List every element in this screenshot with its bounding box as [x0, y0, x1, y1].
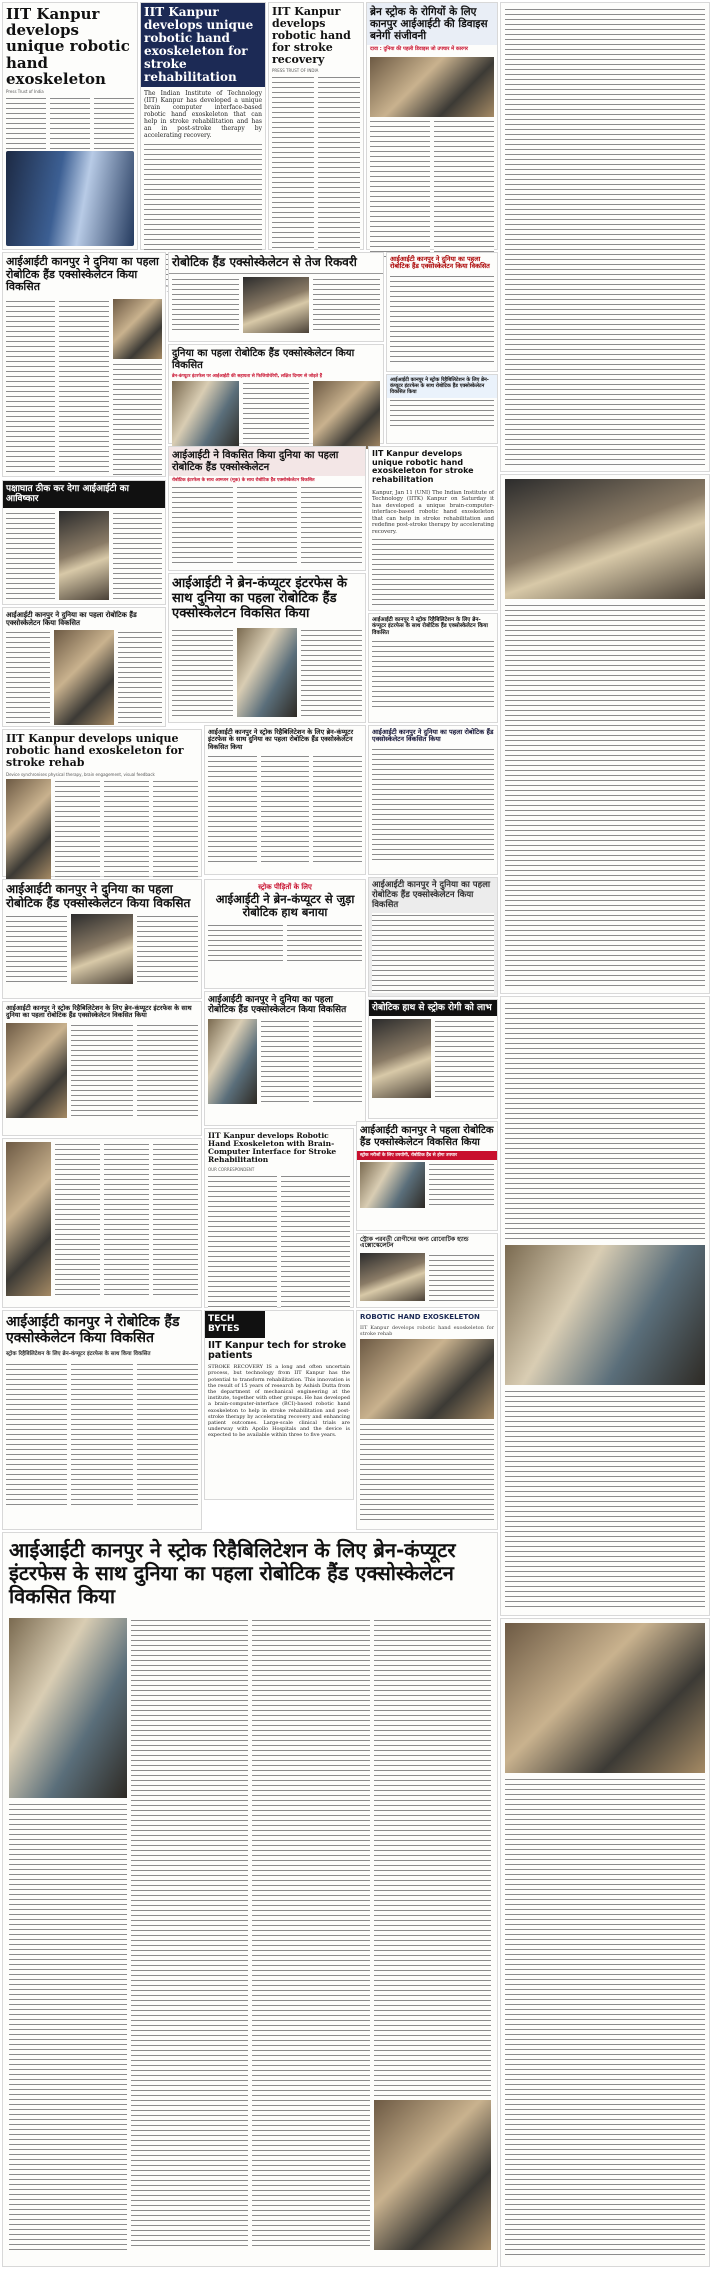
- column-text: [118, 630, 162, 725]
- lead-paragraph: Kanpur, Jan 11 (UNI) The Indian Institute of Technology (IITK) Kanpur on Saturday it has developed a unique brain-computer-interface-based robotic hand exoskeleton that can help in stroke rehabilitation and redefine post-stroke therapy by accelerating recovery.: [372, 489, 494, 535]
- exoskeleton-photo: [360, 1339, 494, 1419]
- clipping-bci-hindi-left: [2, 1001, 202, 1136]
- byline: Press Trust of India: [6, 88, 44, 94]
- column-text: [9, 1802, 127, 2250]
- body-text: [372, 747, 494, 862]
- byline: OUR CORRESPONDENT: [208, 1167, 255, 1173]
- headline: आईआईटी कानपुर ने दुनिया का पहला रोबोटिक हैंड एक्सोस्केलेटन किया विकसित: [390, 255, 490, 271]
- column-text: [318, 75, 360, 275]
- clipping-iitk-first-exoskeleton-red: [356, 1121, 498, 1231]
- clipping-iitk-hindi-photo: [2, 607, 166, 727]
- headline: স্ট্রোক পরবর্তী রোগীদের জন্য রোবোটিক হ্যান্ড এক্সোস্কেলেটন: [360, 1236, 469, 1250]
- clipping-iit-kanpur-robotic-hand: [2, 2, 138, 250]
- column-text: [71, 1023, 132, 1118]
- headline: आईआईटी ने ब्रेन-कंप्यूटर से जुड़ा रोबोटिक हाथ बनाया: [215, 892, 355, 920]
- column-text: [172, 277, 239, 333]
- headline: IIT Kanpur develops unique robotic hand exoskeleton for stroke rehab: [6, 732, 184, 769]
- clipping-right-lower: [500, 996, 710, 1616]
- body-text: [390, 274, 494, 364]
- column-text: [71, 1362, 132, 1508]
- headline: ROBOTIC HAND EXOSKELETON: [360, 1313, 480, 1321]
- clipping-iitk-exoskeleton-hindi-tall: [368, 725, 498, 875]
- subheadline: रोबोटिक इंटरफेस के साथ आमजन (मूक) के साथ रोबोटिक हैंड एक्सोस्केलेटन विकसित: [172, 478, 315, 483]
- body-text: [372, 913, 494, 993]
- headline: IIT Kanpur tech for stroke patients: [208, 1339, 347, 1361]
- column-text: [137, 1023, 198, 1118]
- clipping-right-top: [500, 2, 710, 472]
- headline: ब्रेन स्ट्रोक के रोगियों के लिए कानपुर आईआईटी की डिवाइस बनेगी संजीवनी: [367, 3, 497, 45]
- column-text: [261, 1019, 310, 1104]
- clipping-paralysis-invention: [2, 480, 166, 605]
- subheadline: दावा : दुनिया की पहली डिवाइस जो उपचार में कारगर: [370, 46, 468, 53]
- headline: आईआईटी कानपुर ने दुनिया का पहला रोबोटिक हैंड एक्सोस्केलेटन किया विकसित: [372, 880, 491, 910]
- column-text: [6, 914, 67, 984]
- headline: IIT Kanpur develops robotic hand for stroke recovery: [272, 5, 351, 66]
- headline: IIT Kanpur develops unique robotic hand exoskeleton for stroke rehabilitation: [141, 3, 265, 87]
- body-text: [372, 537, 494, 607]
- headline: आईआईटी कानपुर ने स्ट्रोक रिहैबिलिटेशन के लिए ब्रेन-कंप्यूटर इंटरफेस के साथ दुनिया का पहला रोबोटिक हैंड एक्सोस्केलेटन विकसित किया: [6, 1004, 192, 1020]
- column-text: [6, 299, 55, 475]
- demo-photo: [360, 1162, 425, 1208]
- lead-paragraph: The Indian Institute of Technology (IIT) Kanpur has developed a unique brain computer interface-based robotic hand exoskeleton that can help in stroke rehabilitation and has an in post-stroke therapy by accelerating recovery.: [144, 89, 262, 139]
- demo-photo: [208, 1019, 257, 1104]
- demo-photo: [71, 914, 132, 984]
- column-text: [429, 1253, 494, 1301]
- section-tag: TECH BYTES: [205, 1311, 265, 1338]
- clipping-iitk-world-first-center: [204, 991, 366, 1126]
- clipping-right-middle: [500, 474, 710, 994]
- headline: आईआईटी कानपुर ने स्ट्रोक रिहैबिलिटेशन के लिए ब्रेन-कंप्यूटर इंटरफेस के साथ रोबोटिक हैंड एक्सोस्केलेटन विकसित किया: [387, 375, 497, 398]
- researcher-photo: [374, 2100, 492, 2250]
- demo-photo: [172, 381, 239, 449]
- column-text: [59, 299, 108, 475]
- clipping-stroke-rehab-english: [2, 729, 202, 877]
- clipping-world-first-exoskeleton: [168, 344, 384, 444]
- column-text: [313, 754, 362, 864]
- demo-photo: [6, 1142, 51, 1296]
- column-text: [435, 1019, 494, 1098]
- patient-photo: [360, 1253, 425, 1301]
- headline: आईआईटी कानपुर ने दुनिया का पहला रोबोटिक हैंड एक्सोस्केलेटन किया विकसित: [6, 882, 191, 910]
- researcher-photo: [313, 381, 380, 449]
- clipping-iitk-world-first-large: [2, 879, 202, 999]
- column-text: [113, 511, 162, 600]
- clipping-right-bottom: [500, 1618, 710, 2267]
- subheadline: स्ट्रोक रिहैबिलिटेशन के लिए ब्रेन-कंप्यूटर इंटरफेस के साथ किया विकसित: [6, 1351, 151, 1358]
- column-text: [287, 923, 362, 963]
- clipping-robotic-hand-exoskeleton-photo: [356, 1310, 498, 1530]
- clipping-iit-world-first-exoskeleton: [168, 446, 366, 571]
- column-text: [301, 628, 362, 717]
- clipping-robotic-hand-stroke-recovery: [268, 2, 364, 250]
- byline: PRESS TRUST OF INDIA: [272, 68, 319, 74]
- exoskeleton-photo: [113, 299, 162, 359]
- headline: आईआईटी कानपुर ने दुनिया का पहला रोबोटिक हैंड एक्सोस्केलेटन किया विकसित: [208, 995, 347, 1016]
- column-text: [208, 923, 283, 963]
- clipping-robotic-hand-benefit: [368, 999, 498, 1119]
- clipping-faster-recovery: [168, 252, 384, 342]
- column-text: [153, 1142, 198, 1296]
- body-text: [360, 1422, 494, 1522]
- lead-paragraph: IIT Kanpur develops robotic hand exoskeleton for stroke rehab: [360, 1324, 494, 1337]
- headline: रोबोटिक हैंड एक्सोस्केलेटन से तेज रिकवरी: [169, 253, 383, 274]
- clipping-bci-hindi-lower-left: [2, 1138, 202, 1308]
- column-text: [137, 1362, 198, 1508]
- column-text: [313, 277, 380, 333]
- headline: आईआईटी ने ब्रेन-कंप्यूटर इंटरफेस के साथ दुनिया का पहला रोबोटिक हैंड एक्सोस्केलेटन विकसित किया: [172, 576, 347, 621]
- column-text: [6, 1362, 67, 1508]
- device-photo: [370, 57, 494, 117]
- column-text: [434, 119, 494, 259]
- clipping-brain-stroke-device: [366, 2, 498, 250]
- clipping-bci-first-hindi-center: [204, 725, 366, 875]
- headline: आईआईटी कानपुर ने स्ट्रोक रिहैबिलिटेशन के लिए ब्रेन-कंप्यूटर इंटरफेस के साथ रोबोटिक हैंड एक्सोस्केलेटन किया विकसित: [372, 617, 488, 636]
- clipping-stroke-rehab-hindi-right: [368, 613, 498, 723]
- headline: आईआईटी कानपुर ने स्ट्रोक रिहैबिलिटेशन के लिए ब्रेन-कंप्यूटर इंटरफेस के साथ दुनिया का पहला रोबोटिक हैंड एक्सोस्केलेटन विकसित किया: [208, 728, 354, 751]
- clipping-first-robotic-hand-hindi: [2, 252, 166, 477]
- body-text: [390, 398, 494, 428]
- patient-photo: [372, 1019, 431, 1098]
- column-text: [272, 75, 314, 275]
- headline: IIT Kanpur develops unique robotic hand exoskeleton for stroke rehabilitation: [372, 449, 474, 484]
- clipping-tech-bytes: [204, 1310, 354, 1500]
- column-text: [104, 1142, 149, 1296]
- headline: आईआईटी कानपुर ने दुनिया का पहला रोबोटिक हैंड एक्सोस्केलेटन किया विकसित: [6, 255, 159, 294]
- clipping-bci-english-pioneer: [204, 1128, 354, 1308]
- column-text: [243, 381, 310, 449]
- column-text: [237, 485, 298, 565]
- column-text: [131, 1618, 249, 2250]
- kicker: स्ट्रोक पीड़ितों के लिए: [258, 883, 312, 891]
- column-text: [55, 1142, 100, 1296]
- column-text: [6, 511, 55, 600]
- headline: IIT Kanpur develops Robotic Hand Exoskeleton with Brain-Computer Interface for Stroke Rehabilitation: [208, 1131, 337, 1165]
- column-text: [429, 1162, 494, 1208]
- headline: आईआईटी कानपुर ने रोबोटिक हैंड एक्सोस्केलेटन किया विकसित: [6, 1314, 180, 1347]
- subheadline: स्ट्रोक मरीजों के लिए उपयोगी, रोबोटिक हैंड से होगा उपचार: [357, 1151, 497, 1160]
- subheadline: Device synchronises physical therapy, brain engagement, visual feedback: [6, 771, 155, 777]
- clipping-stroke-victims-robotic-hand: [204, 879, 366, 989]
- headline: दुनिया का पहला रोबोटिक हैंड एक्सोस्केलेटन किया विकसित: [172, 348, 355, 371]
- clipping-bengali-exoskeleton: [356, 1233, 498, 1308]
- column-text: [208, 1174, 277, 1314]
- column-text: [6, 630, 50, 725]
- clipping-iitk-first-exoskeleton-hindi: [386, 252, 498, 372]
- lead-paragraph: STROKE RECOVERY IS a long and often uncertain process, but technology from IIT Kanpur has the potential to transform rehabilitation. This innovation is the result of 15 years of research by Ashish Dutta from the department of mechanical engineering at the institute, together with other groups. He has developed a brain-computer-interface (BCI)-based robotic hand exoskeleton to help in stroke rehabilitation and post-stroke therapy by accelerating recovery and enhancing patient outcomes. Large-scale clinical trials are underway with Apollo Hospitals and the device is expected to be available within three to five years.: [208, 1364, 350, 1439]
- column-text: [208, 754, 257, 864]
- column-text: [252, 1618, 370, 2250]
- column-text: [261, 754, 310, 864]
- body-text: [372, 639, 494, 709]
- patient-photo: [243, 277, 310, 333]
- column-text: [370, 119, 430, 259]
- demo-photo: [237, 628, 298, 717]
- device-photo: [59, 511, 108, 600]
- headline: आईआईटी कानपुर ने पहला रोबोटिक हैंड एक्सोस्केलेटन विकसित किया: [360, 1125, 494, 1148]
- subheadline: ब्रेन-कंप्यूटर इंटरफेस पर आईआईटी की सहायता से फिजियोथेरेपी, लक्षित दिमाग से जोड़ते हैं: [172, 374, 323, 379]
- headline: आईआईटी ने विकसित किया दुनिया का पहला रोबोटिक हैंड एक्सोस्केलेटन: [169, 447, 365, 476]
- column-text: [281, 1174, 350, 1314]
- clipping-iitk-exoskeleton-english: [368, 446, 498, 611]
- clipping-stroke-rehabilitation: [140, 2, 266, 250]
- headline: पक्षाघात ठीक कर देगा आईआईटी का आविष्कार: [3, 481, 165, 508]
- clipping-bci-world-first-bottom: [2, 1532, 498, 2267]
- column-text: [137, 914, 198, 984]
- headline: आईआईटी कानपुर ने दुनिया का पहला रोबोटिक हैंड एक्सोस्केलेटन किया विकसित: [6, 611, 137, 628]
- column-text: [172, 485, 233, 565]
- clipping-iitk-world-first-grey: [368, 877, 498, 997]
- column-text: [104, 779, 149, 879]
- column-text: [313, 1019, 362, 1104]
- device-photo: [6, 779, 51, 879]
- column-text: [153, 779, 198, 879]
- demo-photo: [6, 1023, 67, 1118]
- headline: IIT Kanpur develops unique robotic hand exoskeleton: [6, 5, 130, 88]
- headline: रोबोटिक हाथ से स्ट्रोक रोगी को लाभ: [369, 1000, 497, 1016]
- headline: आईआईटी कानपुर ने स्ट्रोक रिहैबिलिटेशन के लिए ब्रेन-कंप्यूटर इंटरफेस के साथ दुनिया का पहला रोबोटिक हैंड एक्सोस्केलेटन विकसित किया: [9, 1538, 456, 1608]
- headline: आईआईटी कानपुर ने दुनिया का पहला रोबोटिक हैंड एक्सोस्केलेटन विकसित किया: [372, 728, 494, 744]
- clipping-stroke-rehab-bci-hindi: [386, 374, 498, 444]
- column-text: [55, 779, 100, 879]
- clipping-iitk-exoskeleton-bold-hindi: [2, 1310, 202, 1530]
- clipping-bci-world-first: [168, 573, 366, 723]
- demo-photo: [9, 1618, 127, 1798]
- research-innovation-graphic: [6, 151, 134, 246]
- column-text: [172, 628, 233, 717]
- column-text: [301, 485, 362, 565]
- exoskeleton-photo: [54, 630, 115, 725]
